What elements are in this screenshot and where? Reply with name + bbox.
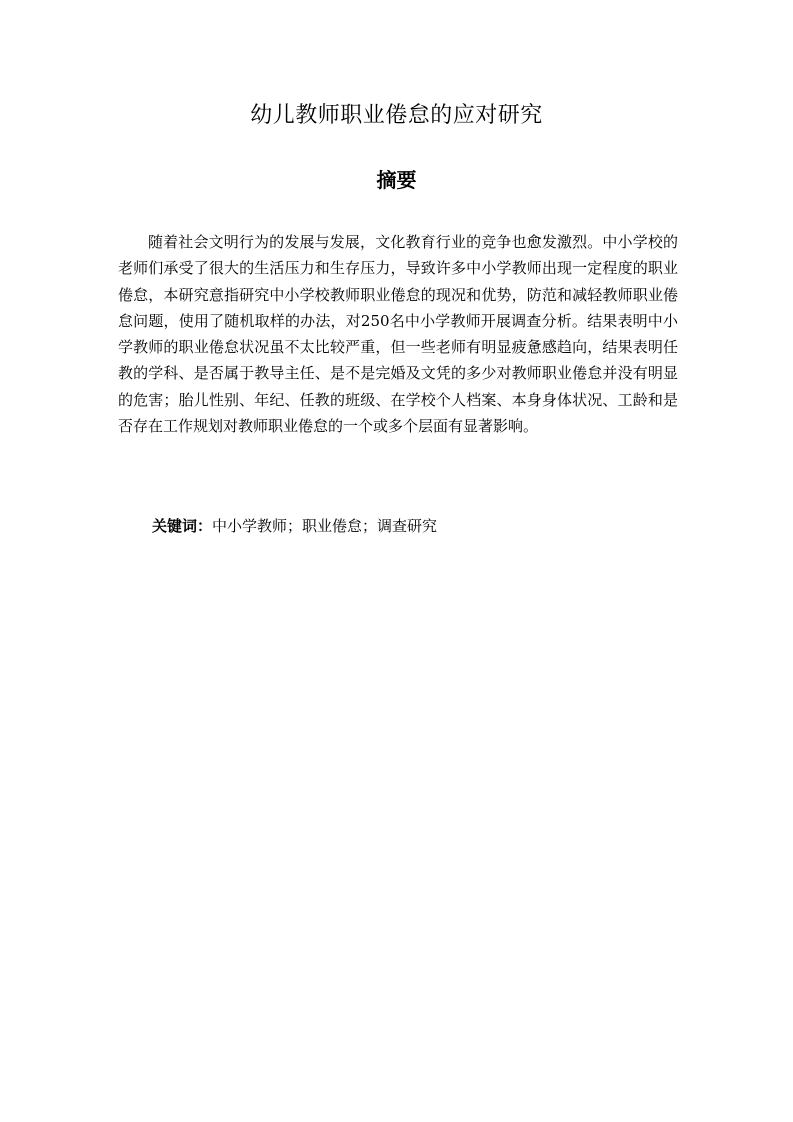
abstract-heading: 摘要 [376,168,417,192]
abstract-body: 随着社会文明行为的发展与发展，文化教育行业的竞争也愈发激烈。中小学校的老师们承受了很大的生活压力和生存压力，导致许多中小学教师出现一定程度的职业倦怠，本研究意指研究中小学校教师职业倦怠的现况和优势，防范和减轻教师职业倦怠问题，使用了随机取样的办法，对250名中小学教师开展调查分析。结果表明中小学教师的职业倦怠状况虽不太比较严重，但一些老师有明显疲惫感趋向，结果表明任教的学科、是否属于教导主任、是不是完婚及文凭的多少对教师职业倦怠并没有明显的危害；胎儿性别、年纪、任教的班级、在学校个人档案、本身身体状况、工龄和是否存在工作规划对教师职业倦怠的一个或多个层面有显著影响。 [118,233,678,436]
keywords-line [152,514,712,538]
keywords-value: 中小学教师；职业倦怠；调查研究 [212,517,438,535]
document-title: 幼儿教师职业倦怠的应对研究 [250,103,543,128]
keywords-label: 关键词： [152,517,213,535]
